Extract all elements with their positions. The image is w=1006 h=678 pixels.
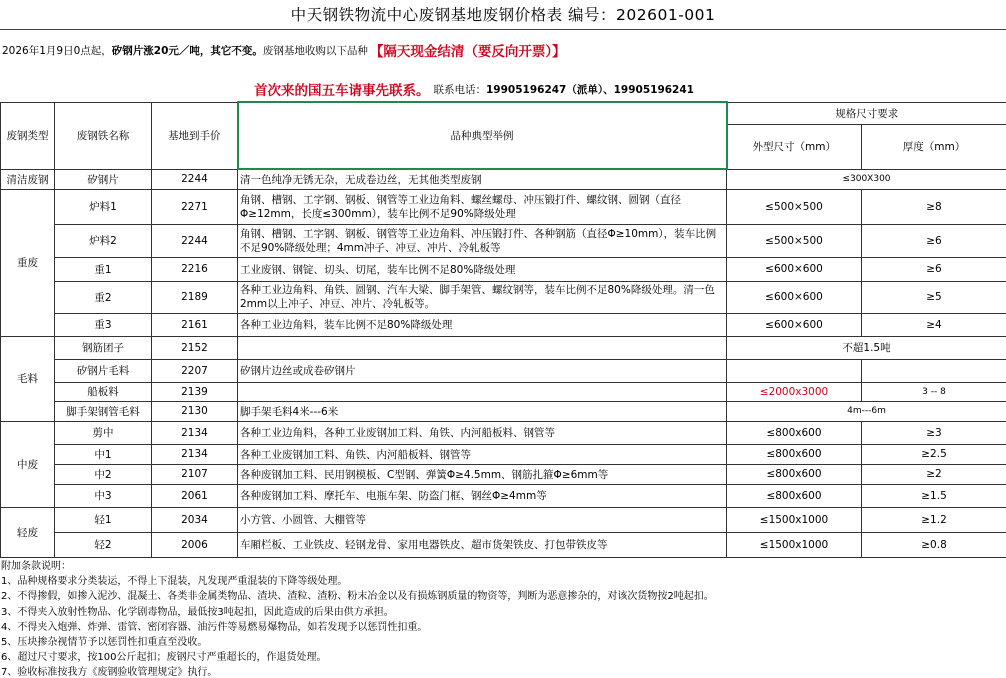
example-cell: 工业废钢、钢锭、切头、切尾，装车比例不足80%降级处理: [238, 257, 727, 281]
terms-title: 附加条款说明：: [1, 561, 71, 572]
header-thickness: 厚度（mm）: [862, 124, 1006, 169]
example-cell: 清一色纯净无锈无杂，无成卷边丝，无其他类型废钢: [238, 169, 727, 189]
category-cell: 轻废: [1, 507, 55, 557]
thickness-cell: ≥2: [862, 464, 1006, 484]
table-row: [1, 281, 1006, 313]
example-cell: 各种工业边角料、角铁、圆钢、汽车大梁、脚手架管、螺纹钢等，装车比例不足80%降级处理。清一色2mm以上冲子、冲豆、冲片、冷轧板等。: [238, 281, 727, 313]
example-cell: 各种废钢加工料、民用钢模板、C型钢、弹簧Φ≥4.5mm、钢筋扎箍Φ≥6mm等: [238, 464, 727, 484]
price-cell: 2244: [152, 169, 238, 189]
name-cell: 重1: [55, 257, 152, 281]
table-row: [1, 257, 1006, 281]
name-cell: 炉料1: [55, 189, 152, 224]
price-notice: [0, 38, 1006, 62]
name-cell: 矽钢片: [55, 169, 152, 189]
thickness-cell: ≥2.5: [862, 444, 1006, 464]
table-row: [1, 507, 1006, 532]
size-cell: ≤600×600: [727, 257, 862, 281]
size-cell: ≤800x600: [727, 421, 862, 444]
size-cell: ≤800x600: [727, 444, 862, 464]
category-cell: 中废: [1, 421, 55, 507]
page-title: 中天钢铁物流中心废钢基地废钢价格表 编号：202601-001: [0, 0, 1006, 30]
size-cell: 4m---6m: [727, 401, 1006, 421]
price-cell: 2244: [152, 224, 238, 257]
table-row: [1, 336, 1006, 359]
size-cell: ≤500×500: [727, 224, 862, 257]
category-cell: 重废: [1, 189, 55, 336]
price-cell: 2271: [152, 189, 238, 224]
contact-first-visit: 首次来的国五车请事先联系。: [254, 83, 430, 99]
price-cell: 2134: [152, 444, 238, 464]
example-cell: 各种废钢加工料、摩托车、电瓶车架、防盗门框、钢丝Φ≥4mm等: [238, 484, 727, 507]
price-cell: 2134: [152, 421, 238, 444]
name-cell: 轻1: [55, 507, 152, 532]
table-row: [1, 464, 1006, 484]
header-price: 基地到手价: [152, 102, 238, 169]
example-cell: 小方管、小圆管、大棚管等: [238, 507, 727, 532]
price-cell: 2161: [152, 313, 238, 336]
table-row: [1, 169, 1006, 189]
price-cell: 2139: [152, 382, 238, 401]
price-cell: 2061: [152, 484, 238, 507]
name-cell: 剪中: [55, 421, 152, 444]
name-cell: 中2: [55, 464, 152, 484]
name-cell: 脚手架钢管毛料: [55, 401, 152, 421]
table-row: [1, 401, 1006, 421]
additional-terms: [0, 559, 1006, 678]
thickness-cell: 3 -- 8: [862, 382, 1006, 401]
notice-date: 2026年1月9日0点起，: [2, 44, 112, 57]
table-row: [1, 359, 1006, 382]
example-cell: 脚手架毛料4米---6米: [238, 401, 727, 421]
thickness-cell: ≥1.2: [862, 507, 1006, 532]
size-cell: ≤500×500: [727, 189, 862, 224]
table-row: [1, 444, 1006, 464]
category-cell: 清洁废钢: [1, 169, 55, 189]
size-cell: ≤300X300: [727, 169, 1006, 189]
example-cell: 角钢、槽钢、工字钢、钢板、钢管等工业边角料、冲压锻打件、各种钢筋（直径Φ≥10mm），装车比例不足90%降级处理；4mm冲子、冲豆、冲片、冷轧板等: [238, 224, 727, 257]
example-cell: 角钢、槽钢、工字钢、钢板、钢管等工业边角料、螺丝螺母、冲压锻打件、螺纹钢、圆钢（直径Φ≥12mm，长度≤300mm），装车比例不足90%降级处理: [238, 189, 727, 224]
name-cell: 中3: [55, 484, 152, 507]
example-cell: 各种工业边角料，各种工业废钢加工料、角铁、内河船板料、钢管等: [238, 421, 727, 444]
example-cell: [238, 382, 727, 401]
price-cell: 2207: [152, 359, 238, 382]
term-item: 3、不得夹入放射性物品、化学剧毒物品，最低按3吨起扣，因此造成的后果由供方承担。: [1, 606, 394, 618]
thickness-cell: ≥6: [862, 257, 1006, 281]
contact-label: 联系电话：: [433, 83, 486, 96]
name-cell: 重3: [55, 313, 152, 336]
thickness-cell: ≥8: [862, 189, 1006, 224]
name-cell: 炉料2: [55, 224, 152, 257]
example-cell: 各种工业边角料，装车比例不足80%降级处理: [238, 313, 727, 336]
table-row: [1, 421, 1006, 444]
thickness-cell: ≥3: [862, 421, 1006, 444]
notice-change: 矽钢片涨20元／吨，其它不变。: [111, 44, 263, 57]
notice-scope: 废钢基地收购以下品种: [262, 44, 368, 57]
notice-settlement: 【隔天现金结清（要反向开票）】: [369, 44, 566, 60]
table-row: [1, 189, 1006, 224]
size-cell: ≤1500x1000: [727, 532, 862, 557]
size-cell: ≤1500x1000: [727, 507, 862, 532]
example-cell: [238, 336, 727, 359]
size-cell: ≤600×600: [727, 313, 862, 336]
thickness-cell: ≥1.5: [862, 484, 1006, 507]
thickness-cell: [862, 359, 1006, 382]
header-size: 外型尺寸（mm）: [727, 124, 862, 169]
thickness-cell: ≥5: [862, 281, 1006, 313]
table-row: [1, 224, 1006, 257]
size-cell: ≤600×600: [727, 281, 862, 313]
category-cell: 毛料: [1, 336, 55, 421]
term-item: 2、不得掺假，如掺入泥沙、混凝土、各类非金属类物品、渣块、渣粒、渣粉、粉末冶金以及有损炼钢质量的物资等，判断为恶意掺杂的，对该次货物按2吨起扣。: [1, 591, 714, 603]
size-cell: 不超1.5吨: [727, 336, 1006, 359]
price-cell: 2216: [152, 257, 238, 281]
thickness-cell: ≥0.8: [862, 532, 1006, 557]
table-row: [1, 382, 1006, 401]
price-cell: 2189: [152, 281, 238, 313]
term-item: 6、超过尺寸要求，按100公斤起扣；废钢尺寸严重超长的，作退货处理。: [1, 652, 327, 664]
name-cell: 船板料: [55, 382, 152, 401]
header-name: 废钢铁名称: [55, 102, 152, 169]
price-table: [0, 101, 1006, 558]
term-item: 7、验收标准按我方《废钢验收管理规定》执行。: [1, 667, 218, 678]
price-cell: 2130: [152, 401, 238, 421]
table-row: [1, 532, 1006, 557]
name-cell: 矽钢片毛料: [55, 359, 152, 382]
contact-phones: 19905196247（派单）、19905196241: [486, 83, 694, 96]
example-cell: 车厢栏板、工业铁皮、轻钢龙骨、家用电器铁皮、超市货架铁皮、打包带铁皮等: [238, 532, 727, 557]
term-item: 5、压块掺杂视情节予以惩罚性扣重直至没收。: [1, 637, 208, 649]
size-cell: [727, 359, 862, 382]
table-row: [1, 484, 1006, 507]
thickness-cell: ≥6: [862, 224, 1006, 257]
term-item: 1、品种规格要求分类装运，不得上下混装，凡发现严重混装的下降等级处理。: [1, 576, 348, 588]
header-example[interactable]: 品种典型举例: [238, 102, 727, 169]
price-cell: 2006: [152, 532, 238, 557]
thickness-cell: ≥4: [862, 313, 1006, 336]
header-spec: 规格尺寸要求: [727, 102, 1006, 124]
size-cell: ≤800x600: [727, 464, 862, 484]
table-row: [1, 313, 1006, 336]
name-cell: 轻2: [55, 532, 152, 557]
price-cell: 2034: [152, 507, 238, 532]
example-cell: 各种工业废钢加工料、角铁、内河船板料、钢管等: [238, 444, 727, 464]
contact-line: [0, 79, 1006, 99]
size-cell: ≤2000x3000: [727, 382, 862, 401]
term-item: 4、不得夹入炮弹、炸弹、雷管、密闭容器、油污件等易燃易爆物品，如若发现予以惩罚性扣重。: [1, 621, 428, 633]
header-type: 废钢类型: [1, 102, 55, 169]
example-cell: 矽钢片边丝或成卷矽钢片: [238, 359, 727, 382]
price-cell: 2107: [152, 464, 238, 484]
name-cell: 重2: [55, 281, 152, 313]
price-cell: 2152: [152, 336, 238, 359]
name-cell: 钢筋团子: [55, 336, 152, 359]
size-cell: ≤800x600: [727, 484, 862, 507]
name-cell: 中1: [55, 444, 152, 464]
